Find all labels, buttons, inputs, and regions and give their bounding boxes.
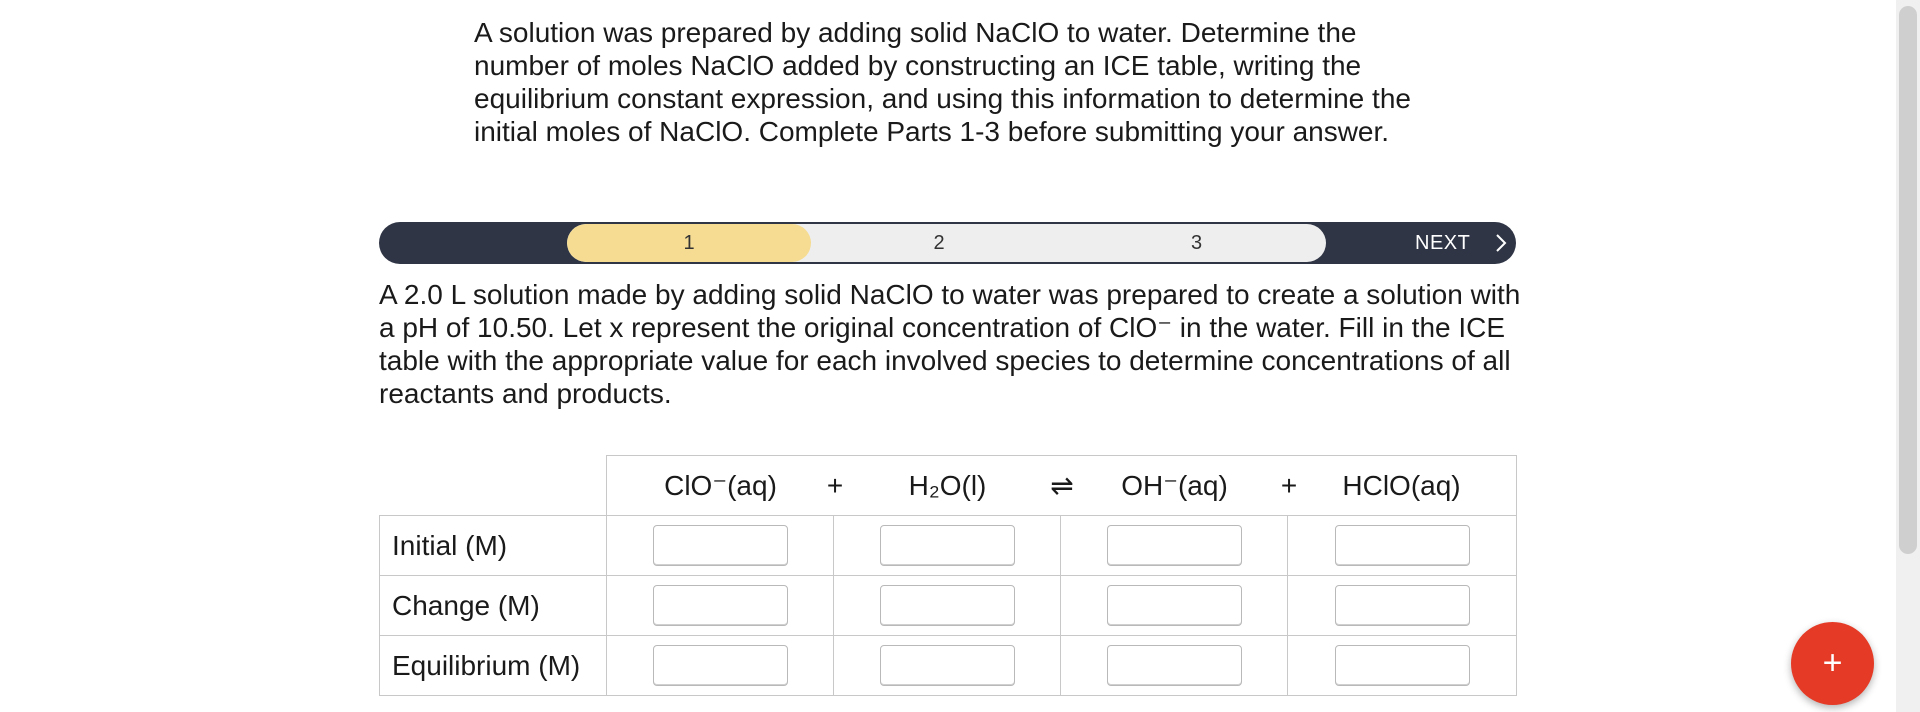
row-label-initial: Initial (M) [380,516,607,576]
next-button[interactable] [1328,222,1516,264]
change-oh-input[interactable] [1107,585,1242,626]
chevron-right-icon [1494,234,1508,252]
step-2-tab[interactable]: 2 [933,232,945,254]
species-h2o: H₂O(l) [908,470,987,501]
step-3-tab[interactable]: 3 [1190,232,1203,254]
plus-sign: + [1280,470,1298,501]
species-hclo: HClO(aq) [1342,470,1461,501]
add-button[interactable]: + [1791,622,1874,705]
intro-text: A solution was prepared by adding solid NaClO to water. Determine the number of moles NaClO added by constructing an ICE table, writing the equilibrium constant expression, and using this information to determine the initial moles of NaClO. Complete Parts 1-3 before submitting your answer. [474,17,1411,147]
question-text: A 2.0 L solution made by adding solid NaClO to water was prepared to create a solution with a pH of 10.50. Let x represent the original concentration of ClO⁻ in the water. Fill in the ICE table with the appropriate value for each involved species to determine concentrations of all reactants and products. [379,279,1521,409]
next-button-label: NEXT [1415,232,1471,254]
equilibrium-arrow: ⇌ [1050,470,1074,501]
ice-table [379,455,1517,696]
equilibrium-h2o-input[interactable] [880,645,1015,686]
ice-row-change [380,576,1517,636]
species-clo: ClO⁻(aq) [664,470,777,501]
species-oh: OH⁻(aq) [1121,470,1228,501]
equilibrium-oh-input[interactable] [1107,645,1242,686]
row-label-change: Change (M) [380,576,607,636]
ice-row-initial [380,516,1517,576]
change-clo-input[interactable] [653,585,788,626]
reaction-equation [607,456,1517,516]
row-label-equilibrium: Equilibrium (M) [380,636,607,696]
equilibrium-clo-input[interactable] [653,645,788,686]
plus-sign: + [826,470,844,501]
initial-h2o-input[interactable] [880,525,1015,566]
step-track [567,224,1326,262]
ice-table-corner [380,456,607,516]
initial-oh-input[interactable] [1107,525,1242,566]
step-1-tab[interactable]: 1 [567,224,811,262]
initial-hclo-input[interactable] [1335,525,1470,566]
change-h2o-input[interactable] [880,585,1015,626]
ice-row-equilibrium [380,636,1517,696]
scrollbar-thumb[interactable] [1899,6,1917,554]
change-hclo-input[interactable] [1335,585,1470,626]
step-progress-bar [379,222,1516,264]
equilibrium-hclo-input[interactable] [1335,645,1470,686]
initial-clo-input[interactable] [653,525,788,566]
vertical-scrollbar[interactable] [1896,0,1920,712]
